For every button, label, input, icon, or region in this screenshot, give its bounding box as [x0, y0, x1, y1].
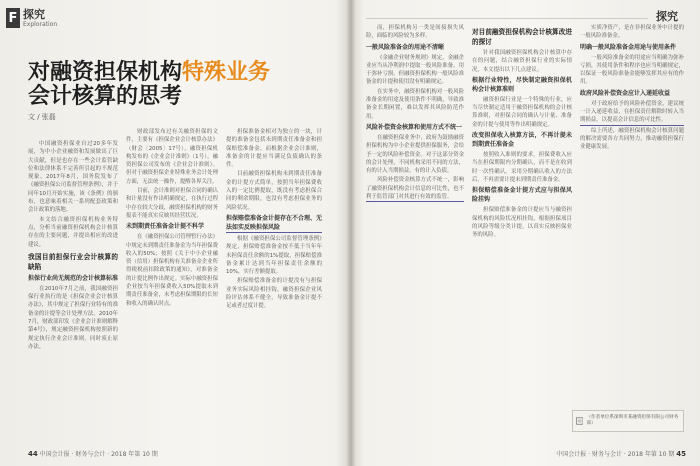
section-heading: 我国目前担保行业会计核算的缺陷: [28, 252, 118, 271]
paragraph: 在实务中，融资担保机构对一般风险准备金的用途及使用条件不明确，导致准备金长期闲置，难以发挥其风险防范作用。: [366, 88, 464, 120]
subsection-heading: 风险补偿资金核算和使用方式不统一: [366, 123, 463, 131]
subsection-heading: 改变担保收入核算方法，不再计提未到期责任准备金: [472, 132, 572, 149]
subsection-heading: 政府风险补偿资金应计入递延收益: [580, 89, 671, 97]
paragraph: 在2010年7月之前，我国融资担保行业执行的是《担保企业会计核算办法》，其中规定了担保行业特有的准备金的计提等会计处理方法。2010年7月，财政部印发《企业会计准则解释第4号》，规定融资担保机构按照新的规定执行企业会计准则，同时废止原办法。: [28, 285, 118, 350]
article-title-line2: 会计核算的思考: [28, 84, 183, 109]
section-tag: [6, 8, 57, 28]
section-label-en: Exploration: [23, 20, 58, 28]
paragraph: 风险补偿资金核算方式不统一，影响了融资担保机构会计信息的可比性，也不利于监管部门对其进行有效的监管。: [366, 176, 464, 202]
subsection-heading: 担保行业尚无规范的会计核算标准: [28, 274, 118, 282]
section-label: 探究: [23, 7, 45, 21]
right-column-2: [472, 24, 572, 444]
paragraph: 目前，会计准则对担保合同的确认和计量没有作出明确规定，在执行过程中存在较大分歧，融资担保机构的财务报表不能真实反映其经营状况。: [126, 188, 218, 219]
paragraph: 中国融资担保业自过20多年发展，为中小企业融资和发展做出了巨大贡献，但是也存在一些会计监管缺位和法律体系不完善所引起的不规范现象。2017年8月，国务院发布了《融资担保公司监督管理条例》，并于同年10月开始实施，该《条例》的颁布，也意味着相关一系列配套政策和会计政策的落地。: [28, 141, 118, 214]
subsection-heading: 根据行业特性，尽快制定融资担保机构会计核算准则: [472, 76, 572, 93]
paragraph: 综上所述，融资担保机构会计核算问题的解决需要各方共同努力，推动融资担保行业健康发展。: [580, 127, 684, 151]
subsection-heading: 担保赔偿准备金计提方式应与担保风险挂钩: [472, 187, 572, 204]
author-byline: 文 / 张磊: [28, 113, 56, 121]
paragraph: 按照收入准则的要求，担保费收入应当在担保期限内分期确认，而不是在收到时一次性确认。采用分期确认收入的方法后，不再需要计提未到期责任准备金。: [472, 152, 572, 183]
paragraph: 《金融企业财务规则》规定，金融企业应当从净利润中提取一般风险准备，用于弥补亏损。但融资担保机构一般风险准备金的计提和使用没有明确规定。: [366, 54, 464, 86]
section-mark: F: [6, 8, 20, 28]
title-part1: 对融资担保机构: [28, 60, 183, 85]
paragraph: 在融资担保业务中，政府为鼓励融资担保机构为中小企业提供担保服务，会给予一定的风险补偿资金。对于这部分资金的会计处理，不同机构采用不同的方法，有的计入当期损益，有的计入负债。: [366, 134, 464, 175]
left-page: [0, 0, 348, 466]
note-icon: [576, 417, 583, 425]
section-heading: 对目前融资担保机构会计核算改进的探讨: [472, 28, 572, 46]
paragraph: 担保准备金相对为独立的一块，计提的准备金包括未到期责任准备金和担保赔偿准备金，而根据企业会计准则，准备金的计提应当满足负债确认的条件。: [226, 129, 322, 169]
subsection-heading: 担保赔偿准备金计提存在不合理、无法如实反映担保风险: [226, 214, 322, 231]
section-label: 探究: [656, 10, 678, 23]
paragraph: 在《融资担保公司管理暂行办法》中规定未到期责任准备金为当年担保费收入的50%；按照《关于中小企业融资（信用）担保机构有关准备金企业所得税税前扣除政策的通知》，对准备金的计提比例作出规定。实际中融资担保企业按当年担保费收入50%提取未到期责任准备金，未考虑担保期限的长短和收入的确认时点。: [126, 234, 218, 307]
folio-text: 中国会计报 · 财务与会计 · 2018 年第 10 期: [556, 451, 675, 458]
subsection-heading: 未到期责任准备金计提不科学: [126, 223, 205, 231]
right-page: [356, 0, 700, 466]
paragraph: 针对我国融资担保机构会计核算中存在的问题，结合融资担保行业的实际情况，本文提出以下几点建议。: [472, 50, 572, 73]
page-folio-left: [28, 449, 158, 458]
paragraph: 本文结合融资担保机构业务特点，分析当前融资担保机构会计核算存在的主要问题，并提出相应的改进建议。: [28, 216, 118, 248]
left-column-2: [126, 128, 218, 445]
header-rule: [366, 18, 648, 19]
paragraph: 根据《融资担保公司监督管理条例》规定，担保赔偿准备金按不低于当年年末担保责任余额的1%提取，担保赔偿准备金累计达到当年担保责任余额的10%，实行差额提取。: [226, 235, 322, 276]
right-column-1: [366, 24, 464, 444]
author-note-text: （作者单位系深圳市某融资担保有限公司财务部）: [586, 415, 679, 426]
subsection-heading: 一般风险准备金的用途不清晰: [366, 43, 445, 51]
paragraph: 财政部发布过有关融资担保的文件，主要有《担保企业会计核算办法》（财会〔2005〕17号），融资担保机构发布的《企业会计准则》（1号），融资担保公司发布的《企业会计准则》。但对于融资担保企业特殊业务会计处理方面，无法统一操作，提醒各界关注。: [126, 129, 218, 185]
article-title: [28, 60, 270, 86]
paragraph: 融资担保行业是一个特殊的行业，应当尽快制定适用于融资担保机构的会计核算准则，对担保合同的确认与计量、准备金的计提与使用等作出明确规定。: [472, 96, 572, 128]
page-number: 44: [28, 450, 38, 458]
right-column-3: [580, 24, 684, 404]
section-tag-right: [656, 8, 678, 24]
left-column-3: [226, 128, 322, 445]
paragraph: 担保赔偿准备金的计提应当与融资担保机构的风险状况相挂钩，根据担保项目的风险等级分类计提，以真实反映担保业务的风险。: [472, 207, 572, 239]
paragraph: 对于政府给予的风险补偿资金，建议统一计入递延收益，在担保责任解除时转入当期损益，以提高会计信息的可比性。: [580, 100, 684, 126]
author-note-box: [572, 410, 684, 432]
paragraph: 担保赔偿准备金的计提没有与担保业务实际风险相挂钩，融资担保企业风险评估体系不健全，导致准备金计提不足或者过度计提。: [226, 278, 322, 310]
book-gutter: [346, 0, 356, 466]
folio-text: 中国会计报 · 财务与会计 · 2018 年第 10 期: [39, 451, 158, 458]
paragraph: 而，担保机构另一类是间接损失风险，面临的风险较为多样。: [366, 25, 464, 40]
left-column-1: [28, 140, 118, 445]
paragraph: 一般风险准备金的用途应当明确为弥补亏损，其使用条件和程序也应当明确规定，以保证一般风险准备金能够发挥其应有的作用。: [580, 54, 684, 86]
subsection-heading: 明确一般风险准备金用途与使用条件: [580, 43, 677, 51]
title-highlight: 特殊业务: [182, 60, 271, 85]
page-number: 45: [676, 450, 686, 458]
paragraph: 目前融资担保机构未到期责任准备金的计提方式简单，按照当年担保费收入的一定比例提取，既没有考虑担保合同的剩余期限，也没有考虑担保业务的风险状况。: [226, 171, 322, 211]
paragraph: 实质净资产，是在非担保业务中计提的一般风险准备金。: [580, 25, 684, 40]
page-folio-right: [556, 449, 686, 458]
